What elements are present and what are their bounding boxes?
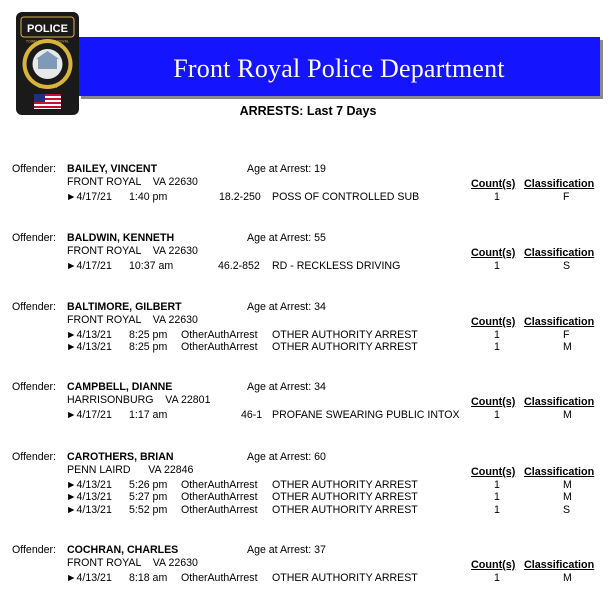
charge-time: 1:17 am (129, 409, 168, 421)
charge-code: OtherAuthArrest (181, 572, 258, 584)
police-badge-icon (16, 12, 79, 115)
department-title: Front Royal Police Department (173, 54, 505, 83)
charge-description: OTHER AUTHORITY ARREST (272, 479, 418, 491)
age-at-arrest: Age at Arrest: 37 (247, 544, 326, 556)
charge-row (0, 572, 616, 585)
charge-row (0, 409, 616, 422)
charge-date: ►4/17/21 (66, 260, 112, 272)
offender-address: FRONT ROYAL VA 22630 (67, 557, 198, 569)
offender-name: BALDWIN, KENNETH (67, 232, 175, 244)
charge-time: 8:25 pm (129, 341, 168, 354)
offender-address: FRONT ROYAL VA 22630 (67, 314, 198, 326)
offender-label: Offender: (12, 451, 56, 463)
charge-count: 1 (494, 191, 500, 203)
charge-classification: F (563, 191, 570, 203)
charge-code: OtherAuthArrest (181, 491, 258, 504)
charge-time: 8:25 pm (129, 329, 168, 341)
charge-description: OTHER AUTHORITY ARREST (272, 503, 418, 516)
charge-count: 1 (494, 479, 500, 491)
charge-description: OTHER AUTHORITY ARREST (272, 329, 418, 341)
charge-classification: F (563, 329, 570, 341)
charge-description: OTHER AUTHORITY ARREST (272, 572, 418, 584)
charge-classification: M (563, 491, 572, 504)
charge-time: 1:40 pm (129, 191, 168, 203)
counts-column-header: Count(s) (471, 178, 516, 190)
charge-count: 1 (494, 260, 500, 272)
charge-row (0, 504, 616, 517)
offender-address: PENN LAIRD VA 22846 (67, 464, 194, 476)
charge-code: OtherAuthArrest (181, 479, 258, 491)
age-at-arrest: Age at Arrest: 34 (247, 381, 326, 393)
counts-column-header: Count(s) (471, 466, 516, 478)
classification-column-header: Classification (524, 247, 595, 259)
offender-label: Offender: (12, 163, 56, 175)
charge-code: OtherAuthArrest (181, 503, 258, 516)
offender-name: CAROTHERS, BRIAN (67, 451, 174, 463)
charge-count: 1 (494, 572, 500, 584)
offender-address: FRONT ROYAL VA 22630 (67, 245, 198, 257)
age-at-arrest: Age at Arrest: 60 (247, 451, 326, 463)
counts-column-header: Count(s) (471, 316, 516, 328)
charge-row (0, 260, 616, 273)
charge-date: ►4/13/21 (66, 572, 112, 584)
classification-column-header: Classification (524, 316, 595, 328)
charge-classification: M (563, 409, 572, 421)
offender-address: FRONT ROYAL VA 22630 (67, 176, 198, 188)
charge-row (0, 341, 616, 354)
charge-count: 1 (494, 341, 500, 354)
charge-description: OTHER AUTHORITY ARREST (272, 341, 418, 354)
charge-classification: M (563, 341, 572, 354)
charge-date: ►4/13/21 (66, 341, 112, 354)
charge-date: ►4/13/21 (66, 329, 112, 341)
charge-classification: M (563, 479, 572, 491)
charge-time: 5:26 pm (129, 479, 168, 491)
offender-name: BALTIMORE, GILBERT (67, 301, 182, 313)
charge-date: ►4/17/21 (66, 409, 112, 421)
counts-column-header: Count(s) (471, 247, 516, 259)
charge-date: ►4/17/21 (66, 191, 112, 203)
charge-classification: S (563, 260, 571, 272)
classification-column-header: Classification (524, 396, 595, 408)
charge-row (0, 191, 616, 204)
charge-date: ►4/13/21 (66, 491, 112, 504)
report-header (0, 0, 616, 120)
charge-date: ►4/13/21 (66, 503, 112, 516)
offender-name: BAILEY, VINCENT (67, 163, 158, 175)
charge-time: 5:27 pm (129, 491, 168, 504)
title-banner (78, 37, 600, 96)
charge-description: RD - RECKLESS DRIVING (272, 260, 401, 272)
charge-date: ►4/13/21 (66, 479, 112, 491)
offender-name: COCHRAN, CHARLES (67, 544, 179, 556)
charge-time: 8:18 am (129, 572, 168, 584)
classification-column-header: Classification (524, 178, 595, 190)
badge-top-text: POLICE (27, 23, 68, 35)
offender-label: Offender: (12, 544, 56, 556)
offender-label: Offender: (12, 381, 56, 393)
offender-name: CAMPBELL, DIANNE (67, 381, 173, 393)
badge-ring-text: TOWN OF FRONT ROYAL (25, 39, 70, 44)
charge-code: 18.2-250 (219, 191, 261, 203)
classification-column-header: Classification (524, 466, 595, 478)
report-subtitle: ARRESTS: Last 7 Days (239, 104, 377, 118)
counts-column-header: Count(s) (471, 396, 516, 408)
charge-code: OtherAuthArrest (181, 341, 258, 354)
charge-row (0, 479, 616, 492)
age-at-arrest: Age at Arrest: 34 (247, 301, 326, 313)
age-at-arrest: Age at Arrest: 55 (247, 232, 326, 244)
age-at-arrest: Age at Arrest: 19 (247, 163, 326, 175)
charge-time: 10:37 am (129, 260, 174, 272)
charge-description: PROFANE SWEARING PUBLIC INTOX (272, 409, 460, 421)
charge-row (0, 329, 616, 342)
counts-column-header: Count(s) (471, 559, 516, 571)
offender-label: Offender: (12, 301, 56, 313)
charge-description: OTHER AUTHORITY ARREST (272, 491, 418, 504)
charge-code: 46-1 (241, 409, 263, 421)
charge-row (0, 491, 616, 504)
offender-label: Offender: (12, 232, 56, 244)
charge-time: 5:52 pm (129, 503, 168, 516)
charge-count: 1 (494, 503, 500, 516)
charge-count: 1 (494, 409, 500, 421)
classification-column-header: Classification (524, 559, 595, 571)
charge-count: 1 (494, 491, 500, 504)
charge-description: POSS OF CONTROLLED SUB (272, 191, 420, 203)
offender-address: HARRISONBURG VA 22801 (67, 394, 211, 406)
charge-classification: M (563, 572, 572, 584)
charge-code: 46.2-852 (218, 260, 260, 272)
charge-classification: S (563, 503, 571, 516)
charge-count: 1 (494, 329, 500, 341)
charge-code: OtherAuthArrest (181, 329, 258, 341)
badge-bottom-text: VIRGINIA (37, 84, 58, 89)
